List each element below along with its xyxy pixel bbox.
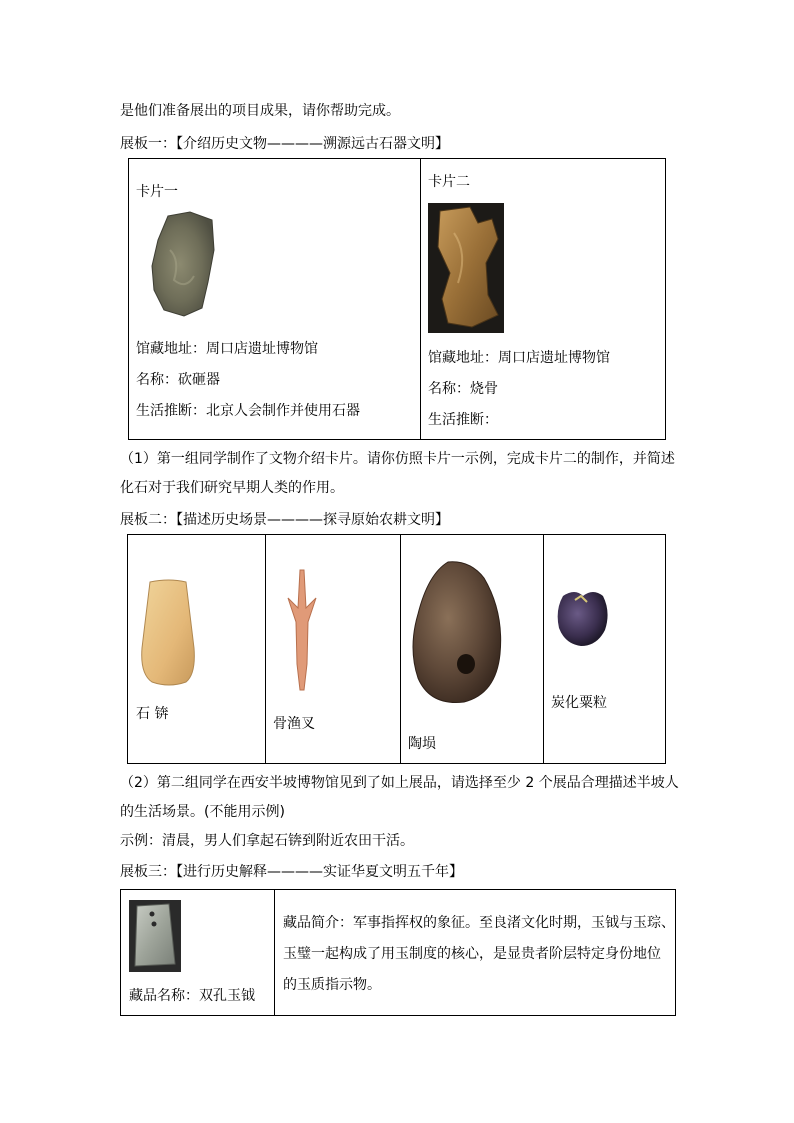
pottery-xun-image [408, 558, 508, 706]
question1-line1: （1）第一组同学制作了文物介绍卡片。请你仿照卡片一示例，完成卡片二的制作，并简述 [120, 451, 675, 467]
card2-name: 名称：烧骨 [428, 381, 498, 397]
item-adze-caption: 石 锛 [136, 706, 169, 722]
card2-location: 馆藏地址：周口店遗址博物馆 [428, 350, 610, 366]
board1-divider [420, 158, 421, 440]
intro-text: 是他们准备展出的项目成果，请你帮助完成。 [120, 103, 400, 119]
board2-title: 展板二：【描述历史场景————探寻原始农耕文明】 [120, 512, 449, 528]
burnt-bone-image [428, 203, 504, 333]
jade-axe-desc-line3: 的玉质指示物。 [283, 977, 381, 993]
card1-location: 馆藏地址：周口店遗址博物馆 [136, 341, 318, 357]
card1-name: 名称：砍砸器 [136, 372, 220, 388]
question1-line2: 化石对于我们研究早期人类的作用。 [120, 480, 344, 496]
card2-label: 卡片二 [428, 174, 470, 190]
card1-inference: 生活推断：北京人会制作并使用石器 [136, 403, 360, 419]
board2-divider-3 [543, 534, 544, 764]
jade-axe-image [129, 900, 181, 972]
jade-axe-name: 藏品名称：双孔玉钺 [129, 988, 255, 1004]
millet-image [553, 588, 611, 648]
item-xun-caption: 陶埙 [408, 736, 436, 752]
card2-inference: 生活推断： [428, 412, 498, 428]
card1-label: 卡片一 [136, 184, 178, 200]
jade-axe-desc-line2: 玉璧一起构成了用玉制度的核心，是显贵者阶层特定身份地位 [283, 946, 661, 962]
question2-line1: （2）第二组同学在西安半坡博物馆见到了如上展品，请选择至少 2 个展品合理描述半坡人 [120, 775, 679, 791]
jade-axe-desc-line1: 藏品简介：军事指挥权的象征。至良渚文化时期，玉钺与玉琮、 [283, 915, 675, 931]
question2-line2: 的生活场景。(不能用示例) [120, 804, 285, 820]
board3-divider [274, 889, 275, 1016]
chopper-image [150, 210, 218, 320]
item-millet-caption: 炭化粟粒 [551, 695, 607, 711]
board2-divider-1 [265, 534, 266, 764]
bone-harpoon-image [282, 568, 322, 692]
question2-example: 示例：清晨，男人们拿起石锛到附近农田干活。 [120, 833, 414, 849]
board3-title: 展板三：【进行历史解释————实证华夏文明五千年】 [120, 864, 463, 880]
stone-adze-image [136, 578, 202, 688]
board2-divider-2 [400, 534, 401, 764]
board1-title: 展板一：【介绍历史文物————溯源远古石器文明】 [120, 136, 449, 152]
board2-table [127, 534, 666, 764]
item-harpoon-caption: 骨渔叉 [273, 716, 315, 732]
